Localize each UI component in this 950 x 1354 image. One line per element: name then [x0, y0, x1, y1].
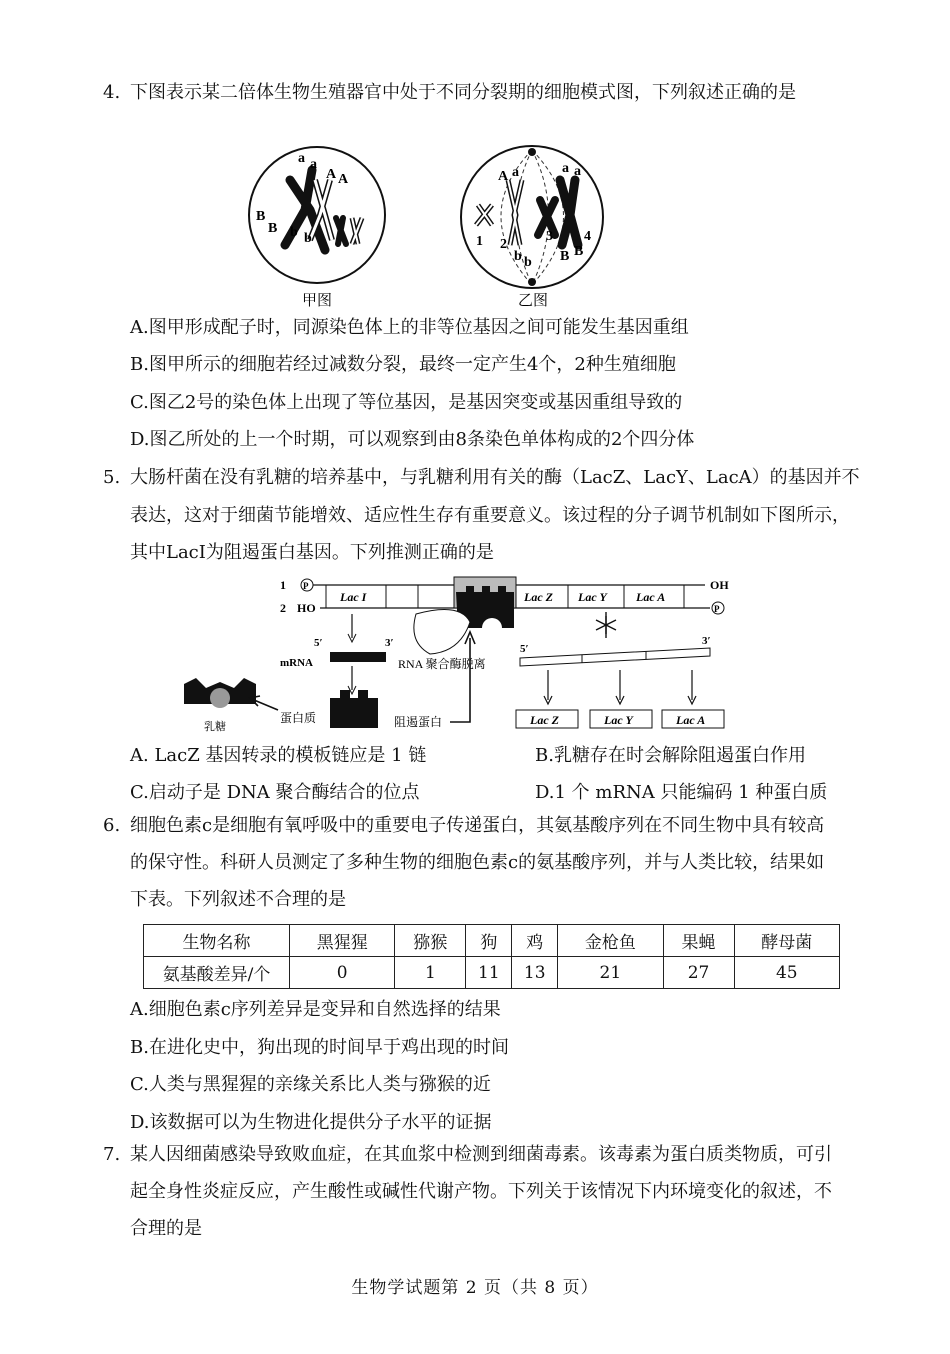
product-laca: Lac A: [676, 713, 706, 727]
jia-gene-8: b: [304, 231, 312, 246]
q4-number: 4.: [103, 82, 121, 103]
q7-number: 7.: [103, 1144, 121, 1165]
table-cell: 氨基酸差异/个: [144, 957, 290, 989]
q6-option-b: B.在进化史中，狗出现的时间早于鸡出现的时间: [130, 1037, 509, 1058]
table-cell: 0: [290, 957, 395, 989]
yi-gene-3: a: [562, 161, 569, 176]
gene-lacz: Lac Z: [524, 590, 553, 604]
strand-2-label: 2: [280, 601, 286, 615]
table-cell: 27: [663, 957, 734, 989]
q6-line-2: 的保守性。科研人员测定了多种生物的细胞色素c的氨基酸序列，并与人类比较，结果如: [130, 852, 825, 873]
yi-gene-8: B: [574, 244, 584, 259]
q6-option-c: C.人类与黑猩猩的亲缘关系比人类与猕猴的近: [130, 1074, 491, 1095]
cytochrome-c-table: [143, 924, 840, 989]
q5-option-b: B.乳糖存在时会解除阻遏蛋白作用: [535, 745, 806, 766]
q4-option-a: A.图甲形成配子时，同源染色体上的非等位基因之间可能发生基因重组: [130, 317, 689, 338]
table-header: 果蝇: [663, 925, 734, 957]
table-row: [144, 957, 840, 989]
jia-gene-3: A: [326, 167, 337, 182]
q4-stem: 下图表示某二倍体生物生殖器官中处于不同分裂期的细胞模式图，下列叙述正确的是: [130, 82, 796, 103]
q5-lac-operon-diagram: [180, 572, 740, 737]
cell-jia: [249, 147, 385, 309]
cell-yi: [461, 146, 603, 309]
jia-gene-2: a: [310, 157, 317, 172]
mrna-3prime: 3′: [385, 637, 394, 649]
product-lacy: Lac Y: [604, 713, 633, 727]
mrna-5prime: 5′: [314, 637, 323, 649]
q5-option-d: D.1 个 mRNA 只能编码 1 种蛋白质: [535, 782, 828, 803]
jia-gene-4: A: [338, 172, 349, 187]
strand-1-label: 1: [280, 578, 286, 592]
yi-num-3: 3: [546, 229, 553, 244]
yi-gene-5: b: [514, 249, 522, 264]
yi-gene-7: B: [560, 249, 570, 264]
ho-label: HO: [297, 601, 316, 615]
table-cell: 13: [512, 957, 558, 989]
jia-gene-6: B: [268, 221, 278, 236]
yi-label: 乙图: [518, 293, 549, 309]
phosphate-left: P: [303, 581, 309, 591]
table-header: 黑猩猩: [290, 925, 395, 957]
q7-line-1: 某人因细菌感染导致败血症，在其血浆中检测到细菌毒素。该毒素为蛋白质类物质，可引: [130, 1144, 832, 1165]
yi-gene-1: A: [498, 169, 509, 184]
q6-option-d: D.该数据可以为生物进化提供分子水平的证据: [130, 1112, 492, 1133]
q5-option-c: C.启动子是 DNA 聚合酶结合的位点: [130, 782, 420, 803]
q5-line-1: 大肠杆菌在没有乳糖的培养基中，与乳糖利用有关的酶（LacZ、LacY、LacA）的基因并不: [130, 467, 860, 488]
yi-gene-6: b: [524, 255, 532, 270]
lactose-label: 乳糖: [204, 721, 226, 733]
table-cell: 45: [734, 957, 839, 989]
gene-lacy: Lac Y: [578, 590, 607, 604]
q6-line-1: 细胞色素c是细胞有氧呼吸中的重要电子传递蛋白，其氨基酸序列在不同生物中具有较高: [130, 815, 825, 836]
q5-option-a: A. LacZ 基因转录的模板链应是 1 链: [130, 745, 427, 766]
q4-figure: [240, 140, 620, 310]
mrna-label: mRNA: [280, 657, 313, 669]
q5-line-2: 表达，这对于细菌节能增效、适应性生存有重要意义。该过程的分子调节机制如下图所示，: [130, 505, 850, 526]
q5-line-3: 其中LacI为阻遏蛋白基因。下列推测正确的是: [130, 542, 494, 563]
q4-option-c: C.图乙2号的染色体上出现了等位基因，是基因突变或基因重组导致的: [130, 392, 683, 413]
q6-number: 6.: [103, 815, 121, 836]
table-header: 狗: [466, 925, 512, 957]
q6-line-3: 下表。下列叙述不合理的是: [130, 889, 346, 910]
table-header: 金枪鱼: [558, 925, 663, 957]
table-cell: 21: [558, 957, 663, 989]
jia-gene-7: b: [290, 225, 298, 240]
lac-mrna-3prime: 3′: [702, 635, 711, 647]
lac-mrna-5prime: 5′: [520, 643, 529, 655]
yi-gene-4: a: [574, 164, 581, 179]
repressor-label: 阻遏蛋白: [394, 715, 443, 729]
table-cell: 1: [395, 957, 466, 989]
table-cell: 11: [466, 957, 512, 989]
jia-gene-5: B: [256, 209, 266, 224]
phosphate-right: P: [714, 604, 720, 614]
yi-num-4: 4: [584, 229, 591, 244]
table-header: 猕猴: [395, 925, 466, 957]
yi-num-2: 2: [500, 237, 507, 252]
q4-option-b: B.图甲所示的细胞若经过减数分裂，最终一定产生4个，2种生殖细胞: [130, 354, 676, 375]
yi-num-1: 1: [476, 234, 483, 249]
q7-line-3: 合理的是: [130, 1218, 202, 1239]
rna-polymerase-label: RNA 聚合酶脱离: [398, 657, 486, 671]
table-header: 酵母菌: [734, 925, 839, 957]
gene-laca: Lac A: [636, 590, 666, 604]
gene-laci: Lac I: [340, 590, 367, 604]
q4-option-d: D.图乙所处的上一个时期，可以观察到由8条染色单体构成的2个四分体: [130, 429, 695, 450]
jia-gene-1: a: [298, 151, 305, 166]
q6-option-a: A.细胞色素c序列差异是变异和自然选择的结果: [130, 999, 501, 1020]
protein-label: 蛋白质: [280, 711, 317, 725]
table-header: 生物名称: [144, 925, 290, 957]
page-footer: 生物学试题第 2 页（共 8 页）: [351, 1278, 599, 1298]
jia-label: 甲图: [302, 293, 333, 309]
table-header: 鸡: [512, 925, 558, 957]
yi-gene-2: a: [512, 165, 519, 180]
table-header-row: [144, 925, 840, 957]
oh-label: OH: [710, 578, 729, 592]
product-lacz: Lac Z: [530, 713, 559, 727]
q5-number: 5.: [103, 467, 121, 488]
q7-line-2: 起全身性炎症反应，产生酸性或碱性代谢产物。下列关于该情况下内环境变化的叙述，不: [130, 1181, 832, 1202]
